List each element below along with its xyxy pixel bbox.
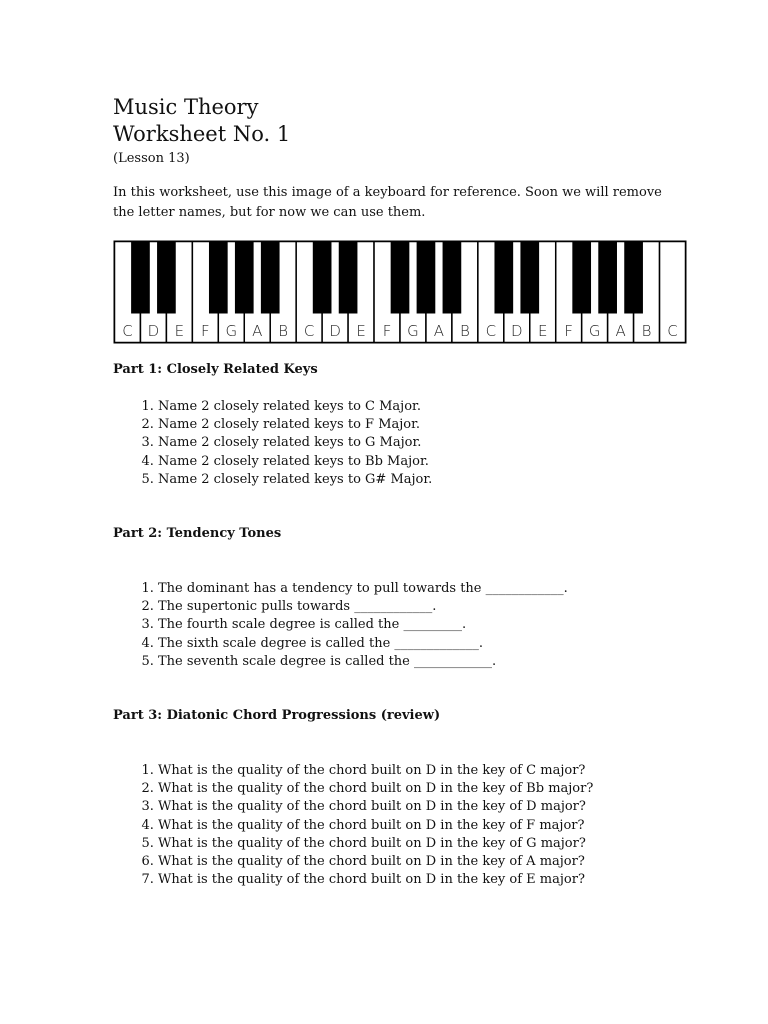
key-label: B [459, 322, 470, 340]
part2-heading: Part 2: Tendency Tones [113, 526, 282, 541]
list-item: 2. Name 2 closely related keys to F Major. [158, 416, 432, 434]
key-label: C [122, 322, 133, 340]
key-label: F [382, 322, 392, 340]
part3-heading: Part 3: Diatonic Chord Progressions (review) [113, 708, 441, 723]
key-label: G [407, 322, 419, 340]
key-label: F [201, 322, 210, 340]
part1-list [113, 398, 432, 489]
black-key [235, 242, 254, 314]
part3-list [113, 762, 593, 889]
black-key [209, 242, 228, 314]
black-key [391, 242, 410, 314]
title-line-1: Music Theory [113, 95, 259, 119]
key-label: E [356, 322, 366, 340]
worksheet-page [113, 94, 693, 888]
black-key [494, 242, 513, 314]
black-key [261, 242, 280, 314]
key-label: D [147, 322, 160, 340]
lesson-label: (Lesson 13) [113, 151, 190, 166]
black-key [572, 242, 591, 314]
key-label: C [667, 322, 678, 340]
list-item: 3. What is the quality of the chord built on D in the key of D major? [158, 798, 593, 816]
keyboard-diagram [113, 240, 687, 344]
key-label: A [615, 322, 626, 340]
key-label: D [329, 322, 341, 340]
list-item: 5. The seventh scale degree is called the ____________. [158, 653, 568, 671]
key-label: G [588, 322, 601, 340]
key-label: F [564, 322, 574, 340]
list-item: 5. What is the quality of the chord built on D in the key of G major? [158, 835, 593, 853]
part1-heading: Part 1: Closely Related Keys [113, 362, 318, 377]
key-label: C [485, 322, 497, 340]
key-label: D [511, 322, 523, 340]
list-item: 1. Name 2 closely related keys to C Major. [158, 398, 432, 416]
list-item: 1. The dominant has a tendency to pull towards the ____________. [158, 580, 568, 598]
list-item: 5. Name 2 closely related keys to G# Major. [158, 471, 432, 489]
list-item: 4. What is the quality of the chord built on D in the key of F major? [158, 817, 593, 835]
black-key [157, 242, 176, 314]
list-item: 4. The sixth scale degree is called the _____________. [158, 635, 568, 653]
list-item: 2. The supertonic pulls towards ____________. [158, 598, 568, 616]
black-key [417, 242, 436, 314]
key-label: B [641, 322, 652, 340]
list-item: 3. The fourth scale degree is called the _________. [158, 616, 568, 634]
list-item: 6. What is the quality of the chord built on D in the key of A major? [158, 853, 593, 871]
key-label: B [278, 322, 289, 340]
list-item: 2. What is the quality of the chord built on D in the key of Bb major? [158, 780, 593, 798]
list-item: 4. Name 2 closely related keys to Bb Major. [158, 453, 432, 471]
key-label: E [538, 322, 548, 340]
black-key [443, 242, 462, 314]
list-item: 3. Name 2 closely related keys to G Major. [158, 434, 432, 452]
key-label: C [303, 322, 315, 340]
black-key [598, 242, 617, 314]
key-label: G [225, 322, 238, 340]
black-key [313, 242, 332, 314]
black-key [624, 242, 643, 314]
key-label: A [252, 322, 263, 340]
black-key [520, 242, 539, 314]
part2-list [113, 580, 568, 671]
list-item: 1. What is the quality of the chord built on D in the key of C major? [158, 762, 593, 780]
key-label: A [433, 322, 445, 340]
intro-paragraph: In this worksheet, use this image of a keyboard for reference. Soon we will remove the letter names, but for now we can use them. [113, 185, 662, 220]
key-label: E [174, 322, 185, 340]
black-key [339, 242, 358, 314]
title-line-2: Worksheet No. 1 [113, 122, 291, 146]
list-item: 7. What is the quality of the chord built on D in the key of E major? [158, 871, 593, 889]
black-key [131, 242, 150, 314]
